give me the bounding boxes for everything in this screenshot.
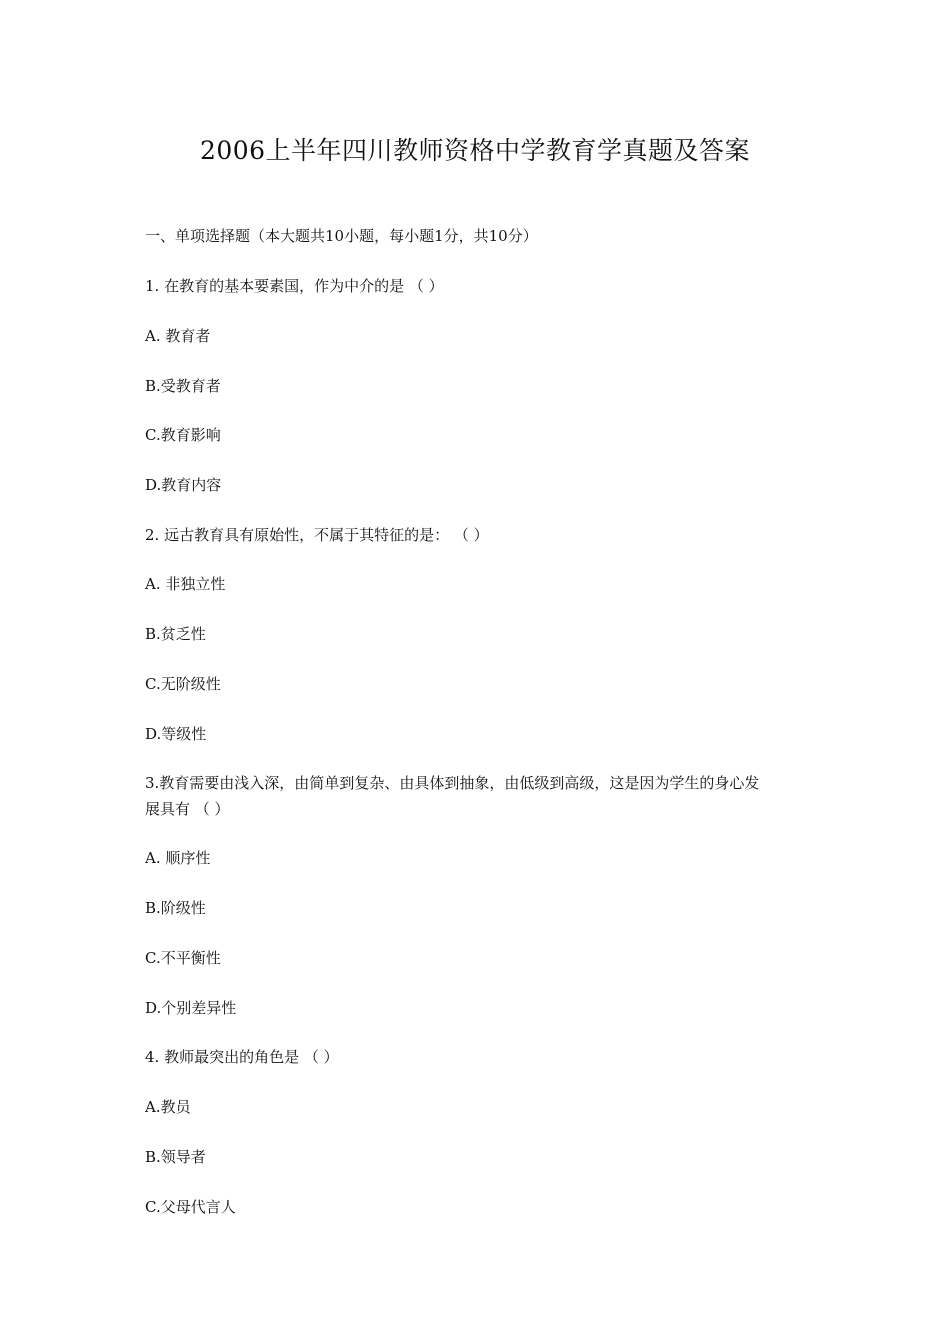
question-3-stem-line-2: 展具有 （ ） — [145, 800, 230, 818]
question-2-stem: 2. 远古教育具有原始性，不属于其特征的是： （ ） — [145, 526, 489, 544]
question-1-option-c: C.教育影响 — [145, 426, 221, 444]
question-2-option-b: B.贫乏性 — [145, 625, 206, 643]
question-4-option-b: B.领导者 — [145, 1148, 206, 1166]
page-title: 2006上半年四川教师资格中学教育学真题及答案 — [199, 136, 751, 165]
question-3-option-c: C.不平衡性 — [145, 949, 221, 967]
question-2-option-d: D.等级性 — [145, 725, 207, 743]
question-2-option-c: C.无阶级性 — [145, 675, 221, 693]
section-heading: 一、单项选择题（本大题共10小题，每小题1分，共10分） — [145, 227, 538, 245]
question-3-option-b: B.阶级性 — [145, 899, 206, 917]
question-2-option-a: A. 非独立性 — [145, 575, 226, 593]
question-1-stem: 1. 在教育的基本要素国，作为中介的是 （ ） — [145, 277, 444, 295]
question-4-stem: 4. 教师最突出的角色是 （ ） — [145, 1048, 339, 1066]
question-4-option-c: C.父母代言人 — [145, 1198, 236, 1216]
question-4-option-a: A.教员 — [145, 1098, 191, 1116]
question-3-option-d: D.个别差异性 — [145, 999, 237, 1017]
question-1-option-d: D.教育内容 — [145, 476, 222, 494]
question-1-option-b: B.受教育者 — [145, 377, 221, 395]
question-3-stem-line-1: 3.教育需要由浅入深，由简单到复杂、由具体到抽象，由低级到高级，这是因为学生的身心发 — [145, 774, 760, 792]
question-1-option-a: A. 教育者 — [145, 327, 211, 345]
question-3-option-a: A. 顺序性 — [145, 849, 211, 867]
